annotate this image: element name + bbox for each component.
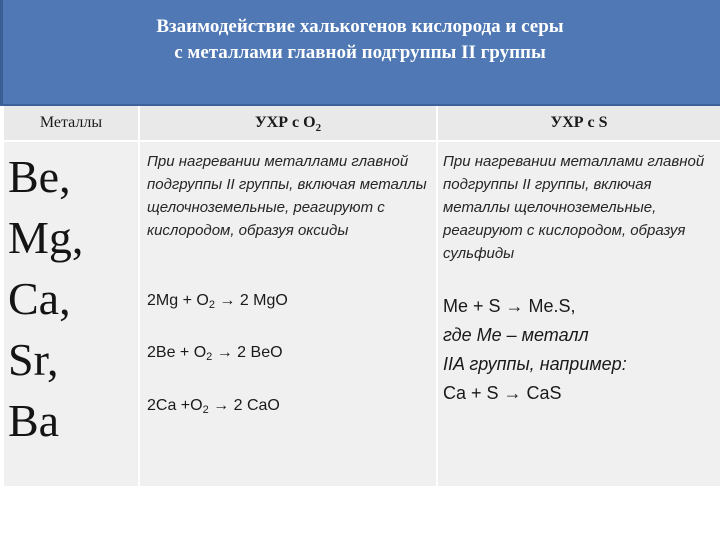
sulfur-note: где Ме – металл <box>443 325 589 345</box>
sulfur-description: При нагревании металлами главной подгруппы II группы, включая металлы щелочноземельные, реагируют с кислородом, образуя сульфиды <box>443 153 705 262</box>
metal-item: Ca, <box>8 273 71 324</box>
sulfur-note: IIA группы, например: <box>443 354 627 374</box>
header-sulfur: УХР с S <box>438 106 720 140</box>
metal-item: Sr, <box>8 334 59 385</box>
oxygen-equation: $2Be + O_2 \to 2$ BeO <box>147 344 283 363</box>
header-oxygen-subscript: 2 <box>315 122 322 135</box>
oxygen-description: При нагревании металлами главной подгруппы II группы, включая металлы щелочноземельные, реагируют с кислородом, образуя оксиды <box>147 153 427 239</box>
header-divider <box>4 140 720 142</box>
header-metals: Металлы <box>4 106 138 140</box>
sulfur-reactions <box>443 292 627 408</box>
column-divider <box>436 106 438 486</box>
sulfur-equation: Me + S → Me.S, <box>443 296 576 316</box>
oxygen-equation: $2Mg + O_2 \to 2$ MgO <box>147 292 288 311</box>
column-divider <box>138 106 140 486</box>
metal-item: Ba <box>8 395 60 446</box>
sulfur-equation: Ca + S → CaS <box>443 383 562 403</box>
metal-item: Be, <box>8 151 71 202</box>
metals-list <box>8 146 136 451</box>
header-oxygen-text: УХР с О <box>254 114 316 131</box>
slide-title <box>40 14 680 66</box>
header-oxygen <box>140 106 436 140</box>
metal-item: Mg, <box>8 212 84 263</box>
reactions-table <box>4 106 720 486</box>
banner-edge <box>0 0 3 104</box>
slide-title-banner <box>0 0 720 106</box>
oxygen-equation: $2Ca +O_2 \to 2$ CaO <box>147 397 280 416</box>
slide-title-line-2: с металлами главной подгруппы II группы <box>174 42 546 63</box>
slide-title-line-1: Взаимодействие халькогенов кислорода и серы <box>156 16 564 37</box>
